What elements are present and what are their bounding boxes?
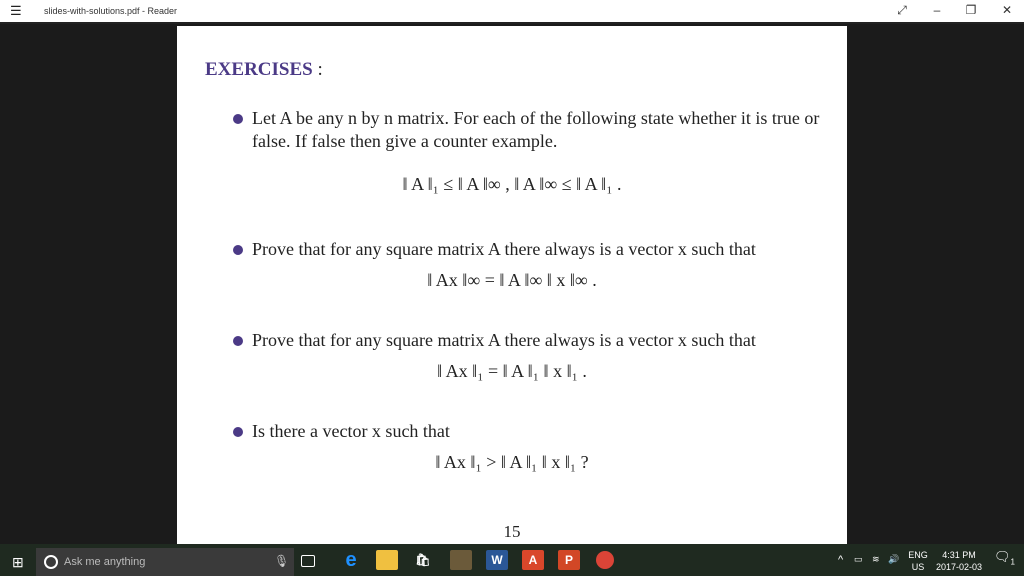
battery-icon[interactable]: ▭ (854, 554, 863, 564)
exercise-4-equation: ‖ Ax ‖₁ > ‖ A ‖₁ ‖ x ‖₁ ? (435, 452, 589, 472)
taskbar (0, 544, 1024, 576)
window-title: slides-with-solutions.pdf - Reader (44, 6, 178, 16)
pdf-page (177, 26, 847, 544)
close-button[interactable]: ✕ (1001, 3, 1013, 17)
powerpoint-icon[interactable]: P (558, 550, 580, 570)
exercise-3-text: Prove that for any square matrix A there always is a vector x such that (252, 330, 756, 350)
clock[interactable]: 4:31 PM 2017-02-03 (935, 550, 983, 572)
cortana-search-box[interactable] (36, 548, 294, 576)
game-icon[interactable] (450, 550, 472, 570)
exercise-4-text: Is there a vector x such that (252, 421, 450, 441)
tray-chevron-icon[interactable]: ^ (838, 554, 844, 566)
microphone-icon[interactable]: 🎙 (274, 554, 290, 568)
wifi-icon[interactable]: ≋ (872, 554, 880, 564)
fullscreen-icon[interactable]: ⤢ (897, 3, 907, 17)
language-indicator[interactable]: ENG US (908, 550, 928, 572)
windows-start-icon[interactable]: ⊞ (12, 554, 24, 570)
word-icon[interactable]: W (486, 550, 508, 570)
bullet-icon (233, 114, 243, 124)
cortana-icon (44, 555, 58, 569)
bullet-icon (233, 427, 243, 437)
search-placeholder: Ask me anything (64, 556, 146, 568)
exercise-1-text: Let A be any n by n matrix. For each of the following state whether it is true or false. If false then give a counter example. (252, 108, 820, 151)
volume-icon[interactable]: 🔊 (888, 554, 900, 564)
page-number: 15 (503, 522, 521, 541)
hamburger-menu-icon[interactable]: ☰ (10, 3, 22, 18)
store-icon[interactable]: 🛍 (415, 553, 431, 567)
acrobat-icon[interactable]: A (522, 550, 544, 570)
minimize-button[interactable]: – (933, 3, 941, 17)
file-explorer-icon[interactable] (376, 550, 398, 570)
task-view-icon[interactable] (301, 555, 315, 567)
bullet-icon (233, 336, 243, 346)
bullet-icon (233, 245, 243, 255)
chrome-icon[interactable] (596, 551, 614, 569)
exercise-2-text: Prove that for any square matrix A there always is a vector x such that (252, 239, 756, 259)
restore-button[interactable]: ❐ (965, 3, 977, 17)
exercise-2-equation: ‖ Ax ‖∞ = ‖ A ‖∞ ‖ x ‖∞ . (427, 270, 597, 290)
exercise-1-equation: ‖ A ‖₁ ≤ ‖ A ‖∞ , ‖ A ‖∞ ≤ ‖ A ‖₁ . (402, 174, 622, 194)
edge-icon[interactable]: e (345, 549, 357, 571)
notification-icon[interactable]: $🗨_1$ (994, 549, 1015, 567)
slide-heading: EXERCISES : (205, 59, 323, 80)
exercise-3-equation: ‖ Ax ‖₁ = ‖ A ‖₁ ‖ x ‖₁ . (437, 361, 587, 381)
title-bar (0, 0, 1024, 24)
